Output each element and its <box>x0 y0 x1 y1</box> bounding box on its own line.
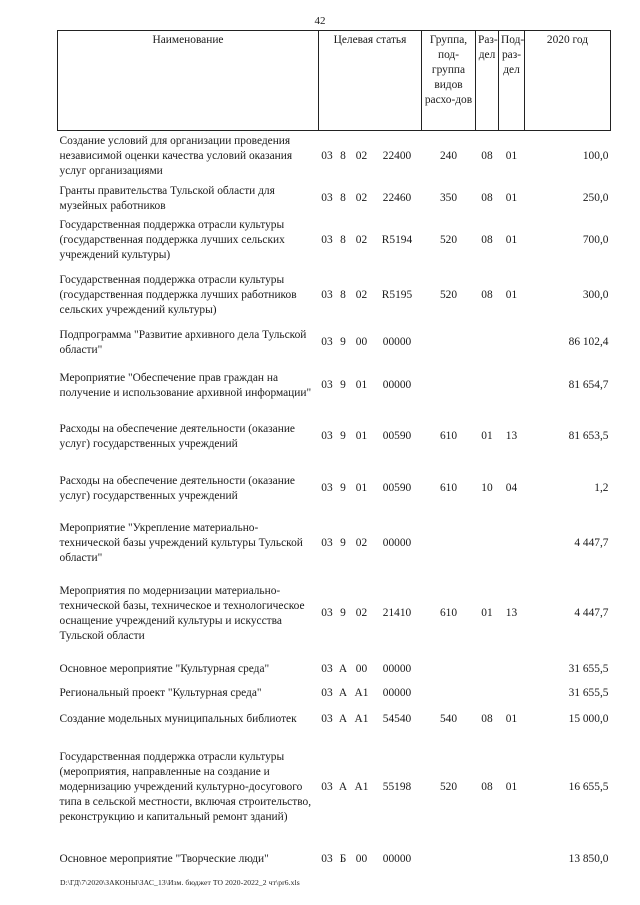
row-subprogram-code: 9 <box>340 336 346 348</box>
row-event-code: 00 <box>355 853 368 865</box>
row-direction-code: 22460 <box>382 192 412 204</box>
row-event-code: 02 <box>355 607 368 619</box>
row-event-code: 01 <box>355 379 368 391</box>
row-section: 08 <box>481 192 493 204</box>
row-subsection <box>499 515 525 573</box>
row-direction-code: R5195 <box>381 289 413 301</box>
row-subprogram-code: А <box>338 781 348 793</box>
row-group <box>422 685 476 702</box>
row-subprogram-code: 9 <box>340 430 346 442</box>
row-group: 610 <box>439 482 458 494</box>
row-event-code: 02 <box>355 150 368 163</box>
row-direction-code: 22400 <box>382 150 412 163</box>
header-year: 2020 год <box>525 31 611 131</box>
row-program-code: 03 <box>321 537 333 549</box>
row-amount: 86 102,4 <box>568 336 609 348</box>
row-subsection: 01 <box>505 150 518 163</box>
row-direction-code: 00000 <box>382 379 412 391</box>
table-row <box>58 655 611 685</box>
row-name: Подпрограмма "Развитие архивного дела Тульской области" <box>59 328 307 356</box>
row-subsection <box>499 655 525 685</box>
row-name: Гранты правительства Тульской области для музейных работников <box>59 184 275 212</box>
row-event-code: 02 <box>355 537 368 549</box>
row-event-code: 01 <box>355 482 368 494</box>
row-group: 610 <box>439 607 458 619</box>
row-name: Создание условий для организации проведения независимой оценки качества условий оказания услуг организациями <box>59 135 293 178</box>
row-subsection: 13 <box>505 607 518 619</box>
row-subsection: 01 <box>505 781 518 793</box>
row-subsection: 01 <box>505 192 518 204</box>
row-amount: 250,0 <box>582 192 609 204</box>
header-group: Группа, под-группа видов расхо-дов <box>422 31 476 131</box>
row-amount: 16 655,5 <box>568 781 609 793</box>
row-program-code: 03 <box>321 234 333 246</box>
budget-table <box>57 30 611 882</box>
row-group: 610 <box>439 430 458 442</box>
row-group <box>422 515 476 573</box>
row-program-code: 03 <box>321 663 333 675</box>
row-subprogram-code: 9 <box>340 537 346 549</box>
row-amount: 31 655,5 <box>568 663 609 675</box>
row-subsection: 01 <box>505 289 518 301</box>
row-name: Мероприятие "Обеспечение прав граждан на получение и использование архивной информации" <box>59 371 312 399</box>
row-direction-code: 55198 <box>382 781 412 793</box>
row-group: 520 <box>439 781 458 793</box>
row-amount: 700,0 <box>582 234 609 246</box>
row-subprogram-code: 8 <box>340 234 346 246</box>
row-program-code: 03 <box>321 289 333 301</box>
row-section: 01 <box>481 430 493 442</box>
row-program-code: 03 <box>321 482 333 494</box>
table-row <box>58 411 611 463</box>
row-section: 10 <box>481 482 493 494</box>
row-subprogram-code: 8 <box>340 150 346 163</box>
row-name: Мероприятие "Укрепление материально-технической базы учреждений культуры Тульской области" <box>59 522 303 564</box>
row-subprogram-code: А <box>338 713 348 725</box>
row-amount: 81 654,7 <box>568 379 609 391</box>
row-section: 08 <box>481 289 493 301</box>
row-subprogram-code: А <box>338 686 348 699</box>
table-row <box>58 838 611 882</box>
row-subprogram-code: А <box>338 663 348 675</box>
row-event-code: А1 <box>354 713 369 725</box>
row-section <box>476 685 499 702</box>
row-program-code: 03 <box>321 853 333 865</box>
row-program-code: 03 <box>321 607 333 619</box>
row-subsection <box>499 361 525 411</box>
row-amount: 4 447,7 <box>574 537 609 549</box>
row-amount: 100,0 <box>582 150 609 163</box>
row-group: 520 <box>439 234 458 246</box>
file-path-footer: D:\ГД\7\2020\ЗАКОНЫ\ЗАС_13\Изм. бюджет ТО 2020-2022_2 чт\pr6.xls <box>60 878 300 887</box>
row-direction-code: 00000 <box>382 853 412 865</box>
row-event-code: А1 <box>354 686 369 699</box>
row-group <box>422 361 476 411</box>
table-row <box>58 325 611 361</box>
row-subprogram-code: 9 <box>340 607 346 619</box>
row-amount: 31 655,5 <box>568 686 609 699</box>
row-amount: 13 850,0 <box>568 853 609 865</box>
row-amount: 4 447,7 <box>574 607 609 619</box>
row-subsection <box>499 838 525 882</box>
row-direction-code: 21410 <box>382 607 412 619</box>
row-name: Региональный проект "Культурная среда" <box>59 686 262 699</box>
row-group: 240 <box>439 150 458 163</box>
row-section: 08 <box>481 234 493 246</box>
row-amount: 300,0 <box>582 289 609 301</box>
row-name: Расходы на обеспечение деятельности (оказание услуг) государственных учреждений <box>59 474 295 502</box>
row-name: Государственная поддержка отрасли культуры (государственная поддержка лучших работников сельских учреждений культуры) <box>59 274 297 316</box>
row-program-code: 03 <box>321 781 333 793</box>
table-row <box>58 215 611 267</box>
row-section <box>476 515 499 573</box>
row-group <box>422 655 476 685</box>
row-program-code: 03 <box>321 336 333 348</box>
row-subprogram-code: 8 <box>340 289 346 301</box>
table-row <box>58 515 611 573</box>
row-subprogram-code: Б <box>339 853 347 865</box>
row-amount: 15 000,0 <box>568 713 609 725</box>
header-section: Раз-дел <box>476 31 499 131</box>
header-subsection: Под-раз-дел <box>499 31 525 131</box>
row-event-code: 01 <box>355 430 368 442</box>
table-row <box>58 702 611 738</box>
row-section: 01 <box>481 607 493 619</box>
table-row <box>58 573 611 655</box>
table-row <box>58 131 611 183</box>
header-target-article: Целевая статья <box>319 31 422 131</box>
row-subprogram-code: 9 <box>340 379 346 391</box>
row-name: Государственная поддержка отрасли культуры (мероприятия, направленные на создание и модернизацию учреждений культурно-досугового типа в сельской местности, включая строительство, реконструкцию и капитальный ремонт зданий) <box>59 751 312 823</box>
row-direction-code: 00000 <box>382 663 412 675</box>
row-name: Государственная поддержка отрасли культуры (государственная поддержка лучших сельских учреждений культуры) <box>59 219 285 261</box>
row-name: Основное мероприятие "Творческие люди" <box>59 853 269 865</box>
row-direction-code: 00000 <box>382 686 412 699</box>
row-event-code: 02 <box>355 234 368 246</box>
row-subsection: 01 <box>505 234 518 246</box>
row-subsection <box>499 325 525 361</box>
row-section <box>476 325 499 361</box>
row-direction-code: 00590 <box>382 430 412 442</box>
table-row <box>58 738 611 838</box>
page-number: 42 <box>314 15 326 27</box>
row-subprogram-code: 8 <box>340 192 346 204</box>
table-header-row <box>58 31 611 131</box>
row-section: 08 <box>481 781 493 793</box>
row-subsection <box>499 685 525 702</box>
row-subsection: 01 <box>505 713 518 725</box>
row-event-code: 02 <box>355 192 368 204</box>
row-subprogram-code: 9 <box>340 482 346 494</box>
row-amount: 1,2 <box>594 482 609 494</box>
table-row <box>58 267 611 325</box>
row-group: 350 <box>439 192 458 204</box>
row-program-code: 03 <box>321 686 333 699</box>
row-program-code: 03 <box>321 192 333 204</box>
row-program-code: 03 <box>321 150 333 163</box>
table-row <box>58 361 611 411</box>
row-event-code: 00 <box>355 336 368 348</box>
row-program-code: 03 <box>321 379 333 391</box>
row-direction-code: 00000 <box>382 336 412 348</box>
row-section <box>476 361 499 411</box>
row-group: 520 <box>439 289 458 301</box>
row-name: Мероприятия по модернизации материально-технической базы, техническое и технологическое оснащение учреждений культуры и искусства Тульской области <box>59 584 305 642</box>
row-direction-code: R5194 <box>381 234 413 246</box>
row-amount: 81 653,5 <box>568 430 609 442</box>
header-name: Наименование <box>58 31 319 131</box>
row-section <box>476 838 499 882</box>
row-event-code: 00 <box>355 663 368 675</box>
table-row <box>58 685 611 702</box>
table-row <box>58 183 611 215</box>
row-name: Основное мероприятие "Культурная среда" <box>59 663 270 675</box>
row-program-code: 03 <box>321 430 333 442</box>
row-group <box>422 838 476 882</box>
row-name: Расходы на обеспечение деятельности (оказание услуг) государственных учреждений <box>59 422 295 450</box>
row-group: 540 <box>439 713 458 725</box>
row-subsection: 13 <box>505 430 518 442</box>
row-subsection: 04 <box>505 482 518 494</box>
row-section: 08 <box>481 150 493 163</box>
row-group <box>422 325 476 361</box>
row-section <box>476 655 499 685</box>
row-program-code: 03 <box>321 713 333 725</box>
row-direction-code: 00000 <box>382 537 412 549</box>
row-direction-code: 54540 <box>382 713 412 725</box>
row-name: Создание модельных муниципальных библиотек <box>59 713 297 725</box>
row-section: 08 <box>481 713 493 725</box>
row-event-code: А1 <box>354 781 369 793</box>
row-event-code: 02 <box>355 289 368 301</box>
table-row <box>58 463 611 515</box>
row-direction-code: 00590 <box>382 482 412 494</box>
